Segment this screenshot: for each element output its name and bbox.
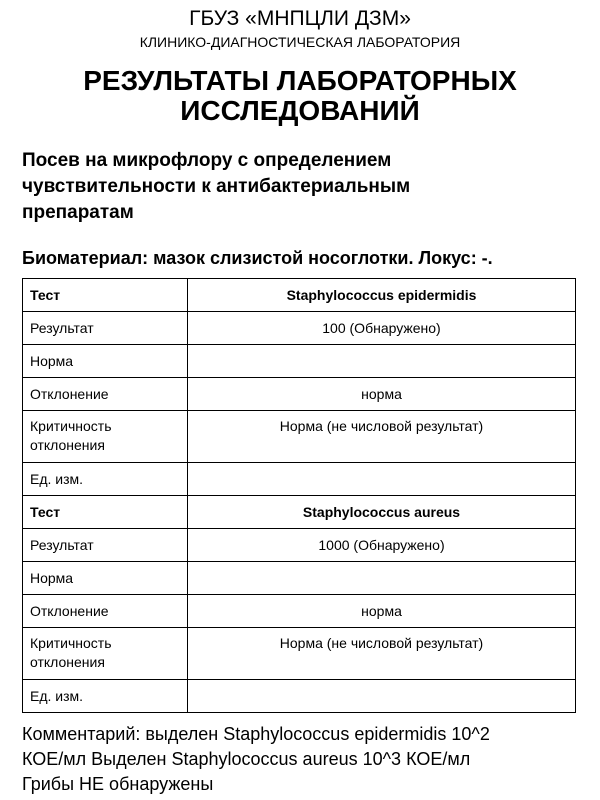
unit-value bbox=[188, 680, 576, 713]
comment-line-3: Грибы НЕ обнаружены bbox=[22, 774, 214, 794]
row-label-criticality bbox=[23, 411, 188, 463]
result-value: 1000 (Обнаружено) bbox=[188, 529, 576, 562]
test-title-line-1: Посев на микрофлору с определением bbox=[22, 150, 392, 171]
comment bbox=[22, 722, 592, 797]
comment-line-1: Комментарий: выделен Staphylococcus epidermidis 10^2 bbox=[22, 724, 490, 744]
criticality-value: Норма (не числовой результат) bbox=[188, 411, 576, 463]
row-label-result: Результат bbox=[23, 312, 188, 345]
row-label-deviation: Отклонение bbox=[23, 378, 188, 411]
table-row-unit bbox=[23, 463, 576, 496]
criticality-value: Норма (не числовой результат) bbox=[188, 628, 576, 680]
row-label-criticality-line-1: Критичность bbox=[30, 635, 112, 651]
table-row-criticality bbox=[23, 628, 576, 680]
table-row-deviation bbox=[23, 595, 576, 628]
table-row-criticality bbox=[23, 411, 576, 463]
table-row-result bbox=[23, 312, 576, 345]
table-row-test-header bbox=[23, 279, 576, 312]
test-title-line-3: препаратам bbox=[22, 202, 134, 223]
norm-value bbox=[188, 345, 576, 378]
comment-line-2: КОЕ/мл Выделен Staphylococcus aureus 10^3 КОЕ/мл bbox=[22, 749, 471, 769]
row-label-criticality-line-2: отклонения bbox=[30, 437, 105, 453]
deviation-value: норма bbox=[188, 595, 576, 628]
document-title bbox=[0, 66, 600, 126]
results-table bbox=[22, 278, 576, 713]
test-title-line-2: чувствительности к антибактериальным bbox=[22, 176, 411, 197]
table-row-norm bbox=[23, 345, 576, 378]
organization-name: ГБУЗ «МНПЦЛИ ДЗМ» bbox=[189, 7, 411, 30]
row-label-criticality bbox=[23, 628, 188, 680]
unit-value bbox=[188, 463, 576, 496]
row-label-criticality-line-2: отклонения bbox=[30, 654, 105, 670]
row-label-norm: Норма bbox=[23, 345, 188, 378]
norm-value bbox=[188, 562, 576, 595]
row-label-unit: Ед. изм. bbox=[23, 680, 188, 713]
row-label-unit: Ед. изм. bbox=[23, 463, 188, 496]
biomaterial-info: Биоматериал: мазок слизистой носоглотки. Локус: -. bbox=[22, 248, 493, 268]
row-label-deviation: Отклонение bbox=[23, 595, 188, 628]
table-row-test-header bbox=[23, 496, 576, 529]
laboratory-name: КЛИНИКО-ДИАГНОСТИЧЕСКАЯ ЛАБОРАТОРИЯ bbox=[139, 34, 461, 50]
result-value: 100 (Обнаружено) bbox=[188, 312, 576, 345]
table-row-unit bbox=[23, 680, 576, 713]
table-row-deviation bbox=[23, 378, 576, 411]
document-title-line-2: ИССЛЕДОВАНИЙ bbox=[180, 95, 420, 126]
row-label-norm: Норма bbox=[23, 562, 188, 595]
table-row-norm bbox=[23, 562, 576, 595]
row-label-test: Тест bbox=[23, 496, 188, 529]
row-label-criticality-line-1: Критичность bbox=[30, 418, 112, 434]
deviation-value: норма bbox=[188, 378, 576, 411]
row-label-result: Результат bbox=[23, 529, 188, 562]
organism-name: Staphylococcus aureus bbox=[188, 496, 576, 529]
document-title-line-1: РЕЗУЛЬТАТЫ ЛАБОРАТОРНЫХ bbox=[83, 65, 517, 96]
table-row-result bbox=[23, 529, 576, 562]
organism-name: Staphylococcus epidermidis bbox=[188, 279, 576, 312]
test-title bbox=[22, 148, 582, 226]
row-label-test: Тест bbox=[23, 279, 188, 312]
